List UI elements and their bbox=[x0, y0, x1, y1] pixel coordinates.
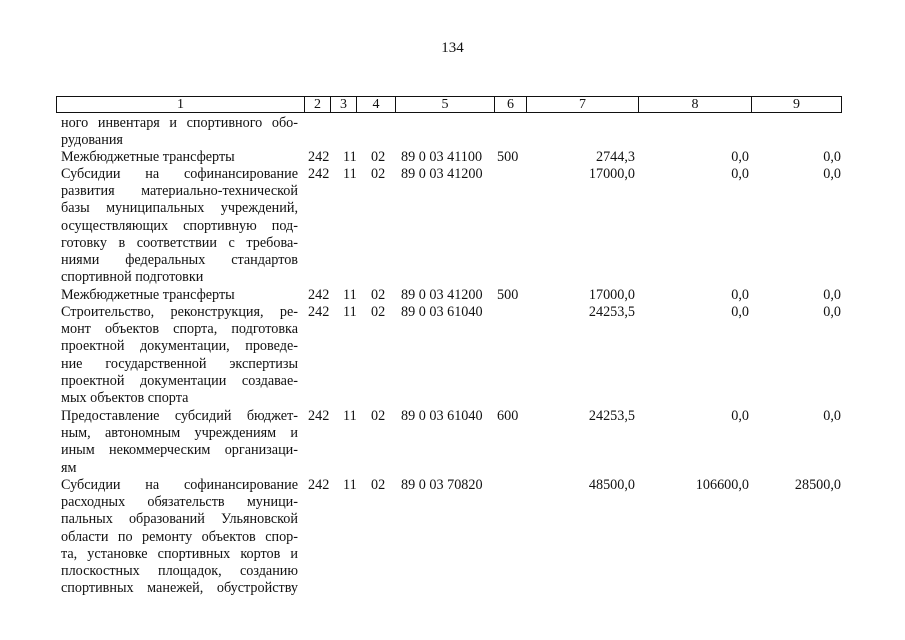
cell-pr: 02 bbox=[371, 287, 386, 303]
description-line: проектной документации создавае- bbox=[61, 372, 298, 389]
cell-csr: 89 0 03 41200 bbox=[401, 166, 483, 182]
description-line: пальных образований Ульяновской bbox=[61, 511, 298, 528]
cell-grbs: 242 bbox=[308, 304, 330, 320]
description-line: проектной документации, проведе- bbox=[61, 338, 298, 355]
description-line: Межбюджетные трансферты bbox=[61, 287, 235, 303]
row-description bbox=[61, 287, 298, 304]
description-line: ние государственной экспертизы bbox=[61, 355, 298, 372]
description-line: ного инвентаря и спортивного обо- bbox=[61, 115, 298, 131]
description-line: готовку в соответствии с требова- bbox=[61, 234, 298, 251]
cell-grbs: 242 bbox=[308, 477, 330, 493]
description-line: спортивной подготовки bbox=[61, 269, 204, 286]
description-line: Предоставление субсидий бюджет- bbox=[61, 408, 298, 424]
description-line: иным некоммерческим организаци- bbox=[61, 442, 298, 459]
cell-csr: 89 0 03 41100 bbox=[401, 149, 483, 165]
cell-rz: 11 bbox=[343, 166, 357, 182]
description-line: ям bbox=[61, 459, 77, 476]
cell-rz: 11 bbox=[343, 304, 357, 320]
header-col-6: 6 bbox=[494, 97, 526, 112]
row-description bbox=[61, 408, 298, 477]
row-description bbox=[61, 149, 298, 166]
description-line: мых объектов спорта bbox=[61, 390, 189, 407]
cell-amount-7: 48500,0 bbox=[588, 477, 635, 493]
cell-amount-8: 0,0 bbox=[731, 166, 749, 182]
header-col-5: 5 bbox=[395, 97, 494, 112]
description-line: Субсидии на софинансирование bbox=[61, 166, 298, 182]
cell-rz: 11 bbox=[343, 477, 357, 493]
cell-amount-7: 17000,0 bbox=[588, 287, 635, 303]
description-line: спортивных манежей, обустройству bbox=[61, 580, 298, 597]
cell-pr: 02 bbox=[371, 304, 386, 320]
row-description bbox=[61, 115, 298, 149]
cell-pr: 02 bbox=[371, 408, 386, 424]
cell-pr: 02 bbox=[371, 477, 386, 493]
description-line: осуществляющих спортивную под- bbox=[61, 217, 298, 234]
description-line: ниями федеральных стандартов bbox=[61, 252, 298, 269]
cell-amount-9: 0,0 bbox=[823, 287, 841, 303]
description-line: Межбюджетные трансферты bbox=[61, 149, 235, 165]
cell-amount-7: 2744,3 bbox=[595, 149, 635, 165]
description-line: монт объектов спорта, подготовка bbox=[61, 321, 298, 338]
cell-grbs: 242 bbox=[308, 166, 330, 182]
description-line: Строительство, реконструкция, ре- bbox=[61, 304, 298, 320]
description-line: развития материально-технической bbox=[61, 183, 298, 200]
cell-amount-8: 0,0 bbox=[731, 287, 749, 303]
cell-rz: 11 bbox=[343, 287, 357, 303]
cell-vr: 600 bbox=[497, 408, 519, 424]
cell-amount-9: 0,0 bbox=[823, 408, 841, 424]
cell-pr: 02 bbox=[371, 149, 386, 165]
header-col-8: 8 bbox=[638, 97, 751, 112]
row-description bbox=[61, 477, 298, 597]
header-col-2: 2 bbox=[304, 97, 330, 112]
cell-amount-9: 28500,0 bbox=[794, 477, 841, 493]
description-line: Субсидии на софинансирование bbox=[61, 477, 298, 493]
description-line: ным, автономным учреждениям и bbox=[61, 425, 298, 442]
header-col-7: 7 bbox=[526, 97, 638, 112]
cell-amount-8: 0,0 bbox=[731, 304, 749, 320]
cell-rz: 11 bbox=[343, 149, 357, 165]
cell-pr: 02 bbox=[371, 166, 386, 182]
cell-csr: 89 0 03 61040 bbox=[401, 304, 483, 320]
cell-csr: 89 0 03 70820 bbox=[401, 477, 483, 493]
header-col-3: 3 bbox=[330, 97, 356, 112]
cell-grbs: 242 bbox=[308, 149, 330, 165]
description-line: базы муниципальных учреждений, bbox=[61, 200, 298, 217]
description-line: плоскостных площадок, созданию bbox=[61, 563, 298, 580]
cell-amount-8: 0,0 bbox=[731, 149, 749, 165]
description-line: рудования bbox=[61, 132, 123, 149]
description-line: области по ремонту объектов спор- bbox=[61, 528, 298, 545]
cell-vr: 500 bbox=[497, 287, 519, 303]
header-col-4: 4 bbox=[356, 97, 395, 112]
cell-rz: 11 bbox=[343, 408, 357, 424]
description-line: та, установке спортивных кортов и bbox=[61, 545, 298, 562]
row-description bbox=[61, 166, 298, 286]
page-number: 134 bbox=[441, 40, 464, 56]
description-line: расходных обязательств муници- bbox=[61, 494, 298, 511]
cell-amount-7: 17000,0 bbox=[588, 166, 635, 182]
cell-amount-8: 106600,0 bbox=[695, 477, 749, 493]
cell-csr: 89 0 03 41200 bbox=[401, 287, 483, 303]
cell-grbs: 242 bbox=[308, 408, 330, 424]
row-description bbox=[61, 304, 298, 407]
cell-amount-9: 0,0 bbox=[823, 166, 841, 182]
cell-amount-7: 24253,5 bbox=[588, 304, 635, 320]
cell-vr: 500 bbox=[497, 149, 519, 165]
cell-amount-8: 0,0 bbox=[731, 408, 749, 424]
cell-grbs: 242 bbox=[308, 287, 330, 303]
cell-amount-9: 0,0 bbox=[823, 304, 841, 320]
cell-amount-7: 24253,5 bbox=[588, 408, 635, 424]
cell-amount-9: 0,0 bbox=[823, 149, 841, 165]
cell-csr: 89 0 03 61040 bbox=[401, 408, 483, 424]
header-col-1: 1 bbox=[177, 97, 184, 112]
header-col-9: 9 bbox=[751, 97, 841, 112]
